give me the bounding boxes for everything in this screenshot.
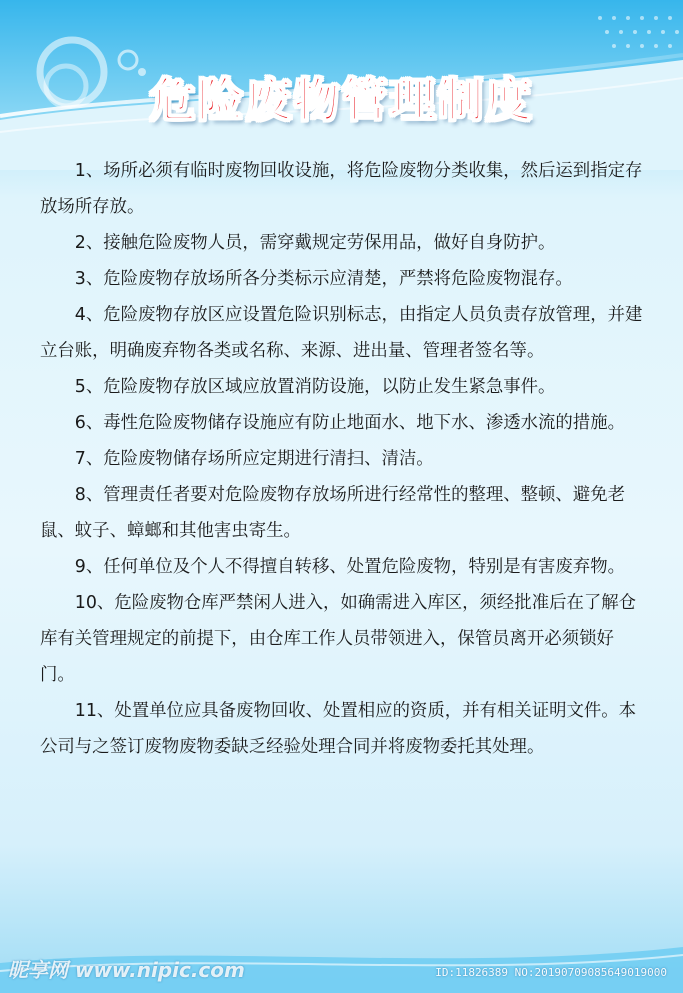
rules-list	[40, 153, 644, 765]
rule-item: 4、危险废物存放区应设置危险识别标志，由指定人员负责存放管理，并建立台账，明确废弃物各类或名称、来源、进出量、管理者签名等。	[40, 305, 643, 361]
rule-item: 5、危险废物存放区域应放置消防设施，以防止发生紧急事件。	[74, 377, 556, 397]
watermark-id: ID:11826389 NO:20190709085649019000	[435, 966, 667, 979]
rule-item: 3、危险废物存放场所各分类标示应清楚，严禁将危险废物混存。	[74, 269, 573, 289]
rule-item: 7、危险废物储存场所应定期进行清扫、清洁。	[74, 449, 434, 469]
rule-item: 11、处置单位应具备废物回收、处置相应的资质，并有相关证明文件。本公司与之签订废物废物委缺乏经验处理合同并将废物委托其处理。	[40, 701, 637, 757]
rule-item: 9、任何单位及个人不得擅自转移、处置危险废物，特别是有害废弃物。	[74, 557, 625, 577]
rule-item: 6、毒性危险废物储存设施应有防止地面水、地下水、渗透水流的措施。	[74, 413, 625, 433]
poster-title: 危险废物管理制度	[149, 73, 534, 127]
watermark-site: 昵享网 www.nipic.com	[8, 958, 245, 982]
rule-item: 8、管理责任者要对危险废物存放场所进行经常性的整理、整顿、避免老鼠、蚊子、蟑螂和其他害虫寄生。	[40, 485, 625, 541]
rule-item: 1、场所必须有临时废物回收设施，将危险废物分类收集，然后运到指定存放场所存放。	[40, 161, 643, 217]
rule-item: 10、危险废物仓库严禁闲人进入，如确需进入库区，须经批准后在了解仓库有关管理规定的前提下，由仓库工作人员带领进入，保管员离开必须锁好门。	[40, 593, 637, 685]
rule-item: 2、接触危险废物人员，需穿戴规定劳保用品，做好自身防护。	[74, 233, 556, 253]
